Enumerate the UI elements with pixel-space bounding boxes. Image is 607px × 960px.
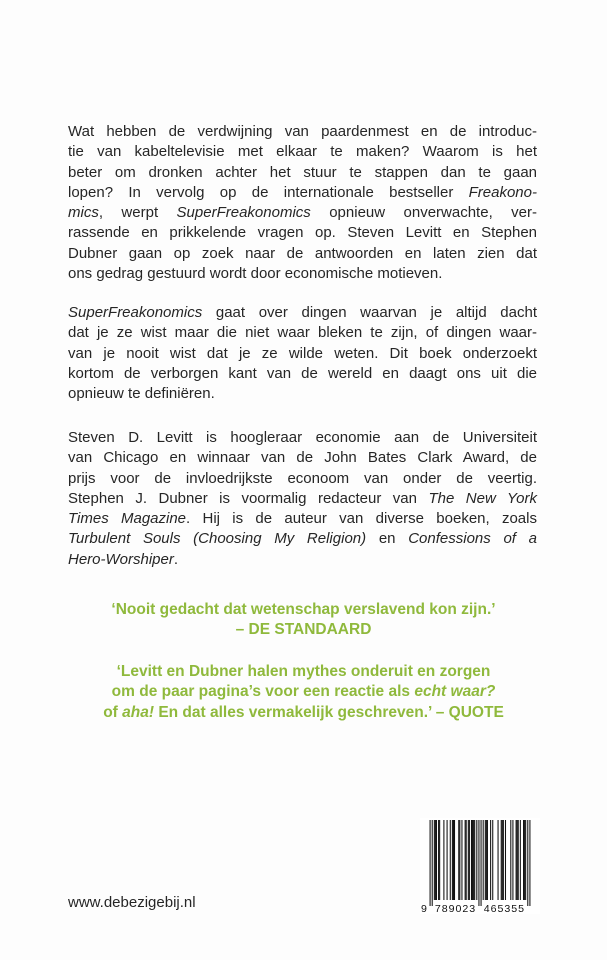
barcode-bar: [505, 820, 506, 900]
barcode-bar: [483, 820, 484, 900]
text-line: [68, 122, 537, 142]
body-text: opnieuw te definiëren.: [68, 385, 215, 403]
barcode-bar: [461, 820, 462, 900]
barcode-bar: [473, 820, 474, 900]
text-line: [68, 384, 537, 404]
barcode-bar: [468, 820, 469, 900]
barcode-bar: [527, 820, 528, 906]
body-text: om de paar pagina’s voor een reactie als: [111, 683, 415, 701]
text-line: [68, 142, 537, 162]
body-text: dat je ze wist maar die niet waar bleken te zijn, of dingen waar-: [68, 324, 537, 342]
text-line: [68, 303, 537, 323]
body-text: ‘Levitt en Dubner halen mythes onderuit en zorgen: [116, 663, 491, 680]
text-line: [60, 620, 547, 640]
text-line: [68, 264, 537, 284]
body-text: . Hij is de auteur van diverse boeken, zoals: [186, 510, 537, 528]
description-paragraph: [68, 303, 537, 404]
barcode-bar: [481, 820, 482, 906]
text-line: [68, 244, 537, 264]
text-line: [68, 428, 537, 448]
barcode-digits: 9: [421, 904, 427, 914]
barcode-bar: [485, 820, 486, 900]
body-text: gaat over dingen waarvan je altijd dacht: [202, 304, 537, 321]
barcode-bar: [465, 820, 466, 900]
body-text: van je nooit wist dat je ze wilde weten. Dit boek onderzoekt: [68, 344, 537, 362]
barcode-bar: [512, 820, 513, 900]
intro-paragraph: [68, 122, 537, 284]
barcode-bar: [492, 820, 493, 900]
text-line: [60, 662, 547, 682]
barcode-bar: [438, 820, 439, 900]
body-text: ons gedrag gestuurd wordt door economische motieven.: [68, 265, 443, 283]
text-line: [60, 600, 547, 620]
text-line: [60, 703, 547, 723]
body-text: en: [366, 530, 409, 548]
italic-title-text: SuperFreakonomics: [176, 204, 311, 222]
barcode-bar: [459, 820, 460, 900]
barcode-bar: [453, 820, 454, 900]
body-text: rassende en prikkelende vragen op. Steven Levitt en Stephen: [68, 224, 537, 242]
barcode-bar: [502, 820, 503, 900]
review-quote-quote: [60, 662, 547, 723]
body-text: of: [103, 703, 123, 721]
barcode-bar: [452, 820, 453, 900]
barcode-bar: [525, 820, 526, 900]
author-bio-paragraph: [68, 428, 537, 570]
barcode-bar: [524, 820, 525, 900]
text-line: [60, 682, 547, 702]
barcode-bar: [458, 820, 459, 900]
text-line: [68, 550, 537, 570]
body-text: ‘Nooit gedacht dat wetenschap verslavend kon zijn.’: [111, 601, 496, 618]
body-text: prijs voor de invloedrijkste econoom van onder de veertig.: [68, 469, 537, 487]
barcode-bar: [503, 820, 504, 900]
barcode-bar: [432, 820, 433, 906]
body-text: beter om dronken achter het stuur te stappen dan te gaan: [68, 163, 537, 181]
barcode-bar: [518, 820, 519, 900]
text-line: [68, 529, 537, 549]
text-line: [68, 223, 537, 243]
text-line: [68, 509, 537, 529]
barcode-bar: [478, 820, 479, 906]
text-line: [68, 469, 537, 489]
barcode-bar: [510, 820, 511, 900]
barcode-digits: 465355: [483, 904, 525, 914]
barcode-bar: [486, 820, 487, 900]
italic-title-text: Hero-Worshiper: [68, 550, 174, 568]
italic-title-text: The New York: [428, 489, 537, 507]
body-text: lopen? In vervolg op de internationale bestseller: [68, 183, 469, 201]
italic-title-text: Freakono-: [468, 183, 537, 201]
barcode-bar: [447, 820, 448, 900]
review-quote-de-standaard: [60, 600, 547, 641]
italic-title-text: Turbulent Souls (Choosing My Religion): [68, 530, 367, 548]
isbn-barcode: [420, 818, 540, 914]
barcode-bar: [516, 820, 517, 900]
body-text: tie van kabeltelevisie met elkaar te maken? Waarom is het: [68, 143, 537, 161]
barcode-bar: [436, 820, 437, 900]
barcode-bar: [476, 820, 477, 900]
italic-title-text: mics: [68, 204, 99, 222]
body-text: En dat alles vermakelijk geschreven.’ – QUOTE: [154, 703, 504, 721]
barcode-bar: [450, 820, 451, 900]
barcode-bar: [498, 820, 499, 900]
barcode-bar: [434, 820, 435, 900]
body-text: Dubner gaan op zoek naar de antwoorden en laten zien dat: [68, 244, 537, 262]
barcode-bar: [520, 820, 521, 900]
barcode-bar: [439, 820, 440, 900]
italic-title-text: aha!: [122, 703, 155, 721]
barcode-bar: [501, 820, 502, 900]
text-line: [68, 203, 537, 223]
barcode-digits: 789023: [434, 904, 476, 914]
barcode-bar: [466, 820, 467, 900]
text-line: [68, 344, 537, 364]
barcode-bar: [529, 820, 530, 906]
barcode-bar: [471, 820, 472, 900]
body-text: Steven D. Levitt is hoogleraar economie aan de Universiteit: [68, 429, 537, 446]
text-line: [68, 364, 537, 384]
text-line: [68, 163, 537, 183]
barcode-bar: [517, 820, 518, 900]
barcode-bar: [490, 820, 491, 900]
body-text: van Chicago en winnaar van de John Bates Clark Award, de: [68, 449, 537, 467]
text-line: [68, 323, 537, 343]
body-text: opnieuw onverwachte, ver-: [310, 204, 537, 222]
body-text: Wat hebben de verdwijning van paardenmest en de introduc-: [68, 123, 537, 140]
barcode-bar: [454, 820, 455, 900]
italic-title-text: Times Magazine: [68, 510, 187, 528]
barcode-bar: [472, 820, 473, 900]
text-line: [68, 489, 537, 509]
barcode-bar: [435, 820, 436, 900]
body-text: – DE STANDAARD: [235, 621, 372, 639]
text-line: [68, 448, 537, 468]
barcode-bar: [523, 820, 524, 900]
barcode-bar: [487, 820, 488, 900]
barcode-bar: [443, 820, 444, 900]
barcode-bar: [469, 820, 470, 900]
italic-title-text: SuperFreakonomics: [68, 304, 203, 321]
text-line: [68, 183, 537, 203]
body-text: Stephen J. Dubner is voormalig redacteur van: [68, 489, 429, 507]
italic-title-text: echt waar?: [414, 683, 496, 701]
italic-title-text: Confessions of a: [408, 530, 537, 548]
body-text: .: [173, 550, 179, 568]
barcode-bar: [474, 820, 475, 900]
barcode-bars: [420, 818, 540, 914]
publisher-website[interactable]: www.debezigebij.nl: [68, 894, 196, 911]
body-text: , werpt: [98, 204, 177, 222]
body-text: kortom de verborgen kant van de wereld en daagt ons uit die: [68, 364, 537, 382]
barcode-bar: [430, 820, 431, 906]
